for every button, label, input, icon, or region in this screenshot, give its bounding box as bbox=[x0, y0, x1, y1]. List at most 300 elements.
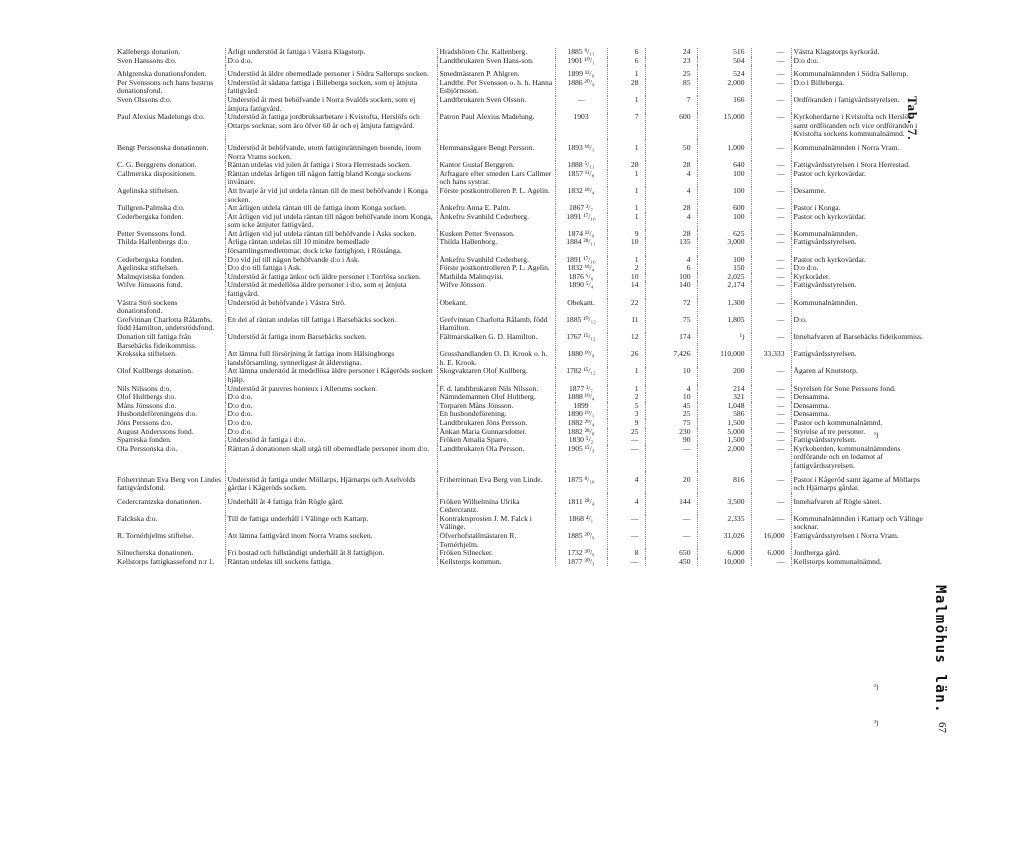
distributed-cell: 4 bbox=[645, 187, 697, 204]
date-cell: 1893 ¹⁸/₁ bbox=[555, 139, 607, 161]
capital-cell: 516 bbox=[697, 48, 751, 57]
other-capital-cell: — bbox=[751, 436, 791, 445]
fund-name-cell: Friherrinnan Eva Berg von Lindes fattigvårdsfond. bbox=[117, 474, 222, 493]
recipients-cell: 4 bbox=[607, 493, 645, 515]
other-capital-cell: 6,000 bbox=[751, 549, 791, 558]
distributed-cell: 6 bbox=[645, 264, 697, 273]
purpose-cell: Understöd åt medellösa äldre personer i d:o, som ej åtnjuta fattigvård. bbox=[225, 281, 437, 298]
other-capital-cell: — bbox=[751, 204, 791, 213]
table-row bbox=[115, 393, 927, 402]
table-row bbox=[115, 316, 927, 333]
administrator-cell: Innehafvaren af Barsebäcks fideikommiss. bbox=[791, 333, 927, 350]
other-capital-cell: — bbox=[751, 367, 791, 384]
distributed-cell: — bbox=[645, 445, 697, 471]
table-row bbox=[115, 139, 927, 161]
capital-cell: 504 bbox=[697, 57, 751, 66]
recipients-cell: 6 bbox=[607, 48, 645, 57]
administrator-cell: Pastor och kommunalnämnd. bbox=[791, 419, 927, 428]
capital-cell: 100 bbox=[697, 187, 751, 204]
donor-cell: F. d. landtbrukaren Nils Nilsson. bbox=[437, 385, 555, 394]
recipients-cell: — bbox=[607, 515, 645, 532]
purpose-cell: Räntan utdelas vid julen åt fattiga i Stora Herrestads socken. bbox=[225, 161, 437, 170]
recipients-cell: — bbox=[607, 532, 645, 549]
fund-name-cell: August Anderssons fond. bbox=[117, 427, 194, 436]
purpose-cell: Understöd åt pauvres honteux i Allerums socken. bbox=[225, 385, 437, 394]
administrator-cell: Kommunalnämnden i Kattarp och Välinge socknar. bbox=[791, 515, 927, 532]
date-cell: 1767 ¹⁵/₁₂ bbox=[555, 333, 607, 350]
other-capital-cell: — bbox=[751, 256, 791, 265]
purpose-cell: Att årligen utdela räntan till de fattiga inom Konga socken. bbox=[225, 204, 437, 213]
recipients-cell: 1 bbox=[607, 187, 645, 204]
fund-name-cell: Husbondeföreningens d:o. bbox=[117, 410, 198, 419]
capital-cell: 600 bbox=[697, 204, 751, 213]
date-cell: 1888 ¹⁹/₄ bbox=[555, 393, 607, 402]
donor-cell: Nämndemannen Olof Hultberg. bbox=[437, 393, 555, 402]
donor-cell: Fröken Wilhelmina Ulrika Cedercrantz. bbox=[437, 493, 555, 515]
recipients-cell: 1 bbox=[607, 170, 645, 187]
date-cell: 1867 ²/₇ bbox=[555, 204, 607, 213]
date-cell: 1877 ³/₇ bbox=[555, 385, 607, 394]
capital-cell: 100 bbox=[697, 170, 751, 187]
donor-cell: Grosshandlanden O. D. Krook o. h. h. E. Krook. bbox=[437, 350, 555, 367]
distributed-cell: 4 bbox=[645, 213, 697, 230]
other-capital-cell: — bbox=[751, 419, 791, 428]
capital-cell: 5,000 bbox=[697, 428, 751, 437]
purpose-cell: Understöd åt fattiga jordbruksarbetare i Kvistofta, Herslöfs och Ottarps socknar, som äro öfver 60 år och ej åtnjuta fattigvård. bbox=[225, 113, 437, 139]
administrator-cell: Pastor och kyrkovärdar. bbox=[791, 213, 927, 230]
fund-name-cell: Agelinska stiftelsen. bbox=[117, 264, 180, 273]
recipients-cell: 8 bbox=[607, 549, 645, 558]
date-cell: 1732 ³⁰/₉ bbox=[555, 549, 607, 558]
fund-name-cell: Paul Alexius Madelungs d:o. bbox=[117, 113, 205, 122]
capital-cell: 1,048 bbox=[697, 402, 751, 411]
table-row bbox=[115, 264, 927, 273]
purpose-cell: Att lämna fattigvård inom Norra Vrams socken. bbox=[225, 532, 437, 549]
administrator-cell: Kommunalnämnden i Södra Sallerup. bbox=[791, 65, 927, 79]
donor-cell: Änkan Maria Gunnarsdotter. bbox=[437, 428, 555, 437]
recipients-cell: 1 bbox=[607, 367, 645, 384]
administrator-cell: Kyrkoherdarne i Kvistofta och Herslöf samt ordföranden och vice ordföranden i Kvistofta sockens kommunalnämnd. bbox=[791, 113, 927, 139]
administrator-cell: D:o. bbox=[791, 316, 927, 333]
donor-cell: Friherrinnan Eva Berg von Linde. bbox=[437, 471, 555, 493]
fund-name-cell: Cederbergska fonden. bbox=[117, 212, 184, 221]
donor-cell: Arftagare efter smeden Lars Callmer och hans systrar. bbox=[437, 170, 555, 187]
date-cell: 1899 bbox=[555, 402, 607, 411]
administrator-cell: Pastor i Kågeröd samt ägarne af Möllarps och Hjärnarps gårdar. bbox=[791, 471, 927, 493]
other-capital-cell: — bbox=[751, 187, 791, 204]
distributed-cell: 100 bbox=[645, 273, 697, 282]
date-cell: 1882 ²⁹/₄ bbox=[555, 419, 607, 428]
date-cell: 1905 ¹⁵/₃ bbox=[555, 445, 607, 471]
recipients-cell: 1 bbox=[607, 213, 645, 230]
donor-cell: Thilda Hallenborg. bbox=[437, 238, 555, 255]
recipients-cell: 1 bbox=[607, 65, 645, 79]
fund-name-cell: Falckska d:o. bbox=[117, 514, 158, 523]
capital-cell: 15,000 bbox=[697, 113, 751, 139]
date-cell: 1899 ¹²/₆ bbox=[555, 65, 607, 79]
recipients-cell: 11 bbox=[607, 316, 645, 333]
distributed-cell: 10 bbox=[645, 393, 697, 402]
administrator-cell: Kyrkoherden, kommunalnämndens ordförande och en ledamot af fattigvårdsstyrelsen. bbox=[791, 445, 927, 471]
donor-cell: Wifve Jönsson. bbox=[437, 281, 555, 298]
purpose-cell: Understöd åt mest behöfvande i Norra Svalöfs socken, som ej åtnjuta fattigvård. bbox=[225, 96, 437, 113]
fund-name-cell: Kroksska stiftelsen. bbox=[117, 350, 177, 359]
other-capital-cell: — bbox=[751, 113, 791, 139]
table-row bbox=[115, 299, 927, 316]
recipients-cell: — bbox=[607, 445, 645, 471]
table-row bbox=[115, 549, 927, 558]
purpose-cell: Räntan å donationen skall utgå till obemedlade personer inom d:o. bbox=[225, 445, 437, 471]
donor-cell: Patron Paul Alexius Madelung. bbox=[437, 113, 555, 139]
table-number-label: Tab. 7. bbox=[905, 96, 920, 141]
date-cell: 1903 bbox=[555, 113, 607, 139]
fund-name-cell: Donation till fattiga från Barsebäcks fideikommiss. bbox=[117, 333, 197, 350]
date-cell: 1874 ¹²/₉ bbox=[555, 230, 607, 239]
other-capital-cell: — bbox=[751, 299, 791, 316]
donor-cell: Landtbrukaren Sven Olsson. bbox=[437, 96, 555, 113]
table-body bbox=[115, 48, 927, 566]
fund-name-cell: Kallebergs donation. bbox=[117, 48, 181, 56]
purpose-cell: Underhåll åt 4 fattiga från Rögle gård. bbox=[225, 493, 437, 515]
other-capital-cell: — bbox=[751, 402, 791, 411]
recipients-cell: 9 bbox=[607, 230, 645, 239]
donor-cell: Mathilda Malmqvist. bbox=[437, 273, 555, 282]
capital-cell: 3,000 bbox=[697, 238, 751, 255]
donor-cell: Hradshören Chr. Kallenberg. bbox=[437, 48, 555, 57]
donor-cell: Landtbr. Per Svensson o. h. h. Hanna Esbjörnsson. bbox=[437, 79, 555, 96]
table-row bbox=[115, 57, 927, 66]
donor-cell: Smedmästaren P. Ahlgren. bbox=[437, 65, 555, 79]
recipients-cell: 26 bbox=[607, 350, 645, 367]
table-row bbox=[115, 281, 927, 298]
table-row bbox=[115, 170, 927, 187]
distributed-cell: 230 bbox=[645, 428, 697, 437]
table-row bbox=[115, 79, 927, 96]
capital-cell: 816 bbox=[697, 471, 751, 493]
table-row bbox=[115, 410, 927, 419]
recipients-cell: 28 bbox=[607, 161, 645, 170]
recipients-cell: 5 bbox=[607, 402, 645, 411]
distributed-cell: 28 bbox=[645, 230, 697, 239]
fund-name-cell: Ahlgrenska donationsfonden. bbox=[117, 69, 207, 79]
recipients-cell: 1 bbox=[607, 256, 645, 265]
administrator-cell: Jordbergа gård. bbox=[791, 549, 927, 558]
table-row bbox=[115, 515, 927, 532]
purpose-cell: Att årligen vid jul utdela räntan till någon behöfvande inom Konga, som icke åtnjuter fattigvård. bbox=[225, 213, 437, 230]
purpose-cell: D:o d:o. bbox=[225, 57, 437, 66]
recipients-cell: 2 bbox=[607, 264, 645, 273]
purpose-cell: Fri bostad och fullständigt underhåll åt 8 fattighjon. bbox=[225, 549, 437, 558]
fund-name-cell: Thilda Hallenborgs d:o. bbox=[117, 238, 190, 247]
recipients-cell: 2 bbox=[607, 393, 645, 402]
capital-cell: 1,000 bbox=[697, 139, 751, 161]
other-capital-cell: — bbox=[751, 273, 791, 282]
purpose-cell: D:o d:o till fattiga i Ask. bbox=[225, 264, 437, 273]
recipients-cell: 9 bbox=[607, 419, 645, 428]
fund-name-cell: Jöns Perssons d:o. bbox=[117, 418, 173, 427]
date-cell: 1891 ¹⁷/₁₀ bbox=[555, 213, 607, 230]
purpose-cell: Att lämna full försörjning åt fattiga inom Hälsingborgs landsförsamling, synnerligast åt ålderstigna. bbox=[225, 350, 437, 367]
purpose-cell: Understöd åt fattiga änkor och äldre personer i Torrlösa socken. bbox=[225, 273, 437, 282]
fund-name-cell: Kellstorps fattigkassefond n:r 1. bbox=[117, 557, 215, 566]
table-row bbox=[115, 558, 927, 567]
distributed-cell: 4 bbox=[645, 170, 697, 187]
recipients-cell: 12 bbox=[607, 333, 645, 350]
capital-cell: 586 bbox=[697, 410, 751, 419]
distributed-cell: 7 bbox=[645, 96, 697, 113]
distributed-cell: 4 bbox=[645, 385, 697, 394]
administrator-cell: Kommunalnämnden. bbox=[791, 230, 927, 239]
purpose-cell: Att årligen vid jul utdela räntan till behöfvande i Asks socken. bbox=[225, 230, 437, 239]
other-capital-cell: 33,333 bbox=[751, 350, 791, 367]
date-cell: 1868 ⁴/₁ bbox=[555, 515, 607, 532]
table-row bbox=[115, 213, 927, 230]
date-cell: 1885 ¹⁰/₁₂ bbox=[555, 316, 607, 333]
other-capital-cell: — bbox=[751, 393, 791, 402]
donor-cell: Änkefru Anna E. Palm. bbox=[437, 204, 555, 213]
table-row bbox=[115, 367, 927, 384]
distributed-cell: 140 bbox=[645, 281, 697, 298]
other-capital-cell: — bbox=[751, 238, 791, 255]
donor-cell: Förste postkontrolleren P. L. Agelin. bbox=[437, 187, 555, 204]
administrator-cell: Fattigvårdsstyrelsen. bbox=[791, 281, 927, 298]
date-cell: Obekant. bbox=[555, 299, 607, 316]
distributed-cell: 10 bbox=[645, 367, 697, 384]
recipients-cell: 10 bbox=[607, 238, 645, 255]
purpose-cell: D:o d:o. bbox=[225, 393, 437, 402]
other-capital-cell: — bbox=[751, 57, 791, 66]
donor-cell: Kellstorps kommun. bbox=[437, 558, 555, 567]
county-label: Malmöhus län. bbox=[932, 585, 948, 715]
table-row bbox=[115, 419, 927, 428]
distributed-cell: 144 bbox=[645, 493, 697, 515]
donor-cell: Förste postkontrolleren P. L. Agelin. bbox=[437, 264, 555, 273]
fund-name-cell: Måns Jönssons d:o. bbox=[117, 401, 177, 410]
fund-name-cell: Silnecherska donationen. bbox=[117, 549, 194, 558]
date-cell: 1886 ²⁰/₉ bbox=[555, 79, 607, 96]
donor-cell: Fältmarskalken G. D. Hamilton. bbox=[437, 333, 555, 350]
table-row bbox=[115, 385, 927, 394]
table-row bbox=[115, 65, 927, 79]
capital-cell: 6,000 bbox=[697, 549, 751, 558]
date-cell: 1901 ¹⁰/₁ bbox=[555, 57, 607, 66]
fund-name-cell: Cedercrantzska donationen. bbox=[117, 496, 202, 506]
fund-name-cell: Nils Nilssons d:o. bbox=[117, 384, 172, 393]
date-cell: 1891 ¹⁷/₁₀ bbox=[555, 256, 607, 265]
date-cell: 1885 ⁹/₁₁ bbox=[555, 48, 607, 57]
administrator-cell: Styrelsen för Sone Perssons fond. bbox=[791, 385, 927, 394]
distributed-cell: 28 bbox=[645, 161, 697, 170]
other-capital-cell: — bbox=[751, 428, 791, 437]
recipients-cell: — bbox=[607, 436, 645, 445]
administrator-cell: Fattigvårdsstyrelsen. bbox=[791, 436, 927, 445]
recipients-cell: 1 bbox=[607, 204, 645, 213]
recipients-cell: 7 bbox=[607, 113, 645, 139]
table-row bbox=[115, 238, 927, 255]
date-cell: 1890 ¹⁹/₁ bbox=[555, 410, 607, 419]
purpose-cell: Räntan utdelas årligen till någon fattig bland Konga sockens invånare. bbox=[225, 170, 437, 187]
capital-cell: ¹) bbox=[697, 333, 751, 350]
capital-cell: 1,300 bbox=[697, 299, 751, 316]
fund-name-cell: Tullgren-Palmska d:o. bbox=[117, 204, 185, 213]
page-number: 67 bbox=[936, 722, 948, 733]
distributed-cell: 75 bbox=[645, 419, 697, 428]
purpose-cell: Understöd åt äldre obemedlade personer i Södra Sallerups socken. bbox=[225, 65, 437, 79]
capital-cell: 524 bbox=[697, 65, 751, 79]
donor-cell: En husbondeförening. bbox=[437, 410, 555, 419]
other-capital-cell: — bbox=[751, 213, 791, 230]
other-capital-cell: — bbox=[751, 139, 791, 161]
donor-cell: Landtbrukaren Jöns Persson. bbox=[437, 419, 555, 428]
recipients-cell: — bbox=[607, 558, 645, 567]
recipients-cell: 3 bbox=[607, 410, 645, 419]
fund-name-cell: C. G. Berggrens donation. bbox=[117, 161, 197, 170]
table-row bbox=[115, 532, 927, 549]
table-row bbox=[115, 436, 927, 445]
purpose-cell: Understöd åt behöfvande, utom fattiginrättningen boende, inom Norra Vrams socken. bbox=[225, 139, 437, 161]
capital-cell: 166 bbox=[697, 96, 751, 113]
date-cell: 1888 ⁵/₁₁ bbox=[555, 161, 607, 170]
distributed-cell: 174 bbox=[645, 333, 697, 350]
donor-cell: Grefvinnan Charlotta Rålamb, född Hamilton. bbox=[437, 316, 555, 333]
date-cell: 1832 ¹⁸/₄ bbox=[555, 264, 607, 273]
capital-cell: 200 bbox=[697, 367, 751, 384]
distributed-cell: 650 bbox=[645, 549, 697, 558]
administrator-cell: Pastor och kyrkovärdar. bbox=[791, 256, 927, 265]
fund-name-cell: Agelinska stiftelsen. bbox=[117, 186, 180, 195]
distributed-cell: — bbox=[645, 515, 697, 532]
table-row bbox=[115, 230, 927, 239]
donor-cell: Änkefru Svanhild Cederberg. bbox=[437, 256, 555, 265]
administrator-cell: Desamme. bbox=[791, 187, 927, 204]
administrator-cell: Styrelse af tre personer. bbox=[791, 428, 927, 437]
administrator-cell: Västra Klagstorps kyrkoråd. bbox=[791, 48, 927, 57]
other-capital-cell: — bbox=[751, 230, 791, 239]
date-cell: 1882 ²⁸/₈ bbox=[555, 428, 607, 437]
capital-cell: 214 bbox=[697, 385, 751, 394]
fund-name-cell: Sven Olssons d:o. bbox=[117, 95, 172, 104]
other-capital-cell: — bbox=[751, 170, 791, 187]
donor-cell: Landtbrukaren Sven Hans-son. bbox=[437, 57, 555, 66]
date-cell: 1857 ¹¹/₈ bbox=[555, 170, 607, 187]
purpose-cell: Årliga räntan utdelas till 10 mindre bemedlade församlingsmedlemmar, dock icke fattighjon, i Röstånga. bbox=[225, 238, 437, 255]
footnote-mark: ¹) bbox=[874, 431, 879, 439]
donor-cell: Skogvaktaren Olof Kullberg. bbox=[437, 367, 555, 384]
capital-cell: 3,500 bbox=[697, 493, 751, 515]
fund-name-cell: Wifve Jönssons fond. bbox=[117, 281, 183, 290]
administrator-cell: Fattigvårdsstyrelsen i Stora Herrestad. bbox=[791, 161, 927, 170]
purpose-cell: D:o d:o. bbox=[225, 410, 437, 419]
fund-name-cell: Bengt Perssonska donationen. bbox=[117, 142, 209, 152]
capital-cell: 100 bbox=[697, 213, 751, 230]
capital-cell: 2,000 bbox=[697, 445, 751, 471]
fund-name-cell: Callmerska dispositionen. bbox=[117, 169, 196, 178]
donor-cell: Kontraktsprosten J. M. Falck i Välinge. bbox=[437, 515, 555, 532]
purpose-cell: Räntan utdelas till sockens fattiga. bbox=[225, 558, 437, 567]
table-row bbox=[115, 471, 927, 493]
capital-cell: 1,805 bbox=[697, 316, 751, 333]
recipients-cell: 25 bbox=[607, 428, 645, 437]
other-capital-cell: — bbox=[751, 410, 791, 419]
distributed-cell: 4 bbox=[645, 256, 697, 265]
capital-cell: 2,025 bbox=[697, 273, 751, 282]
recipients-cell: 1 bbox=[607, 96, 645, 113]
capital-cell: 110,000 bbox=[697, 350, 751, 367]
table-row bbox=[115, 333, 927, 350]
fund-name-cell: R. Tornérhjelms stiftelse. bbox=[117, 532, 194, 541]
other-capital-cell: — bbox=[751, 96, 791, 113]
distributed-cell: 450 bbox=[645, 558, 697, 567]
capital-cell: 2,174 bbox=[697, 281, 751, 298]
recipients-cell: 10 bbox=[607, 273, 645, 282]
purpose-cell: Till de fattiga underhåll i Välinge och Kattarp. bbox=[225, 515, 437, 532]
recipients-cell: 4 bbox=[607, 471, 645, 493]
donations-table bbox=[115, 48, 927, 566]
other-capital-cell: — bbox=[751, 264, 791, 273]
table-row bbox=[115, 96, 927, 113]
fund-name-cell: Olof Hultbergs d:o. bbox=[117, 393, 177, 402]
administrator-cell: D:o d:o. bbox=[791, 57, 927, 66]
donor-cell: Fröken Amalia Sparre. bbox=[437, 436, 555, 445]
date-cell: 1876 ⁶/₆ bbox=[555, 273, 607, 282]
capital-cell: 1,500 bbox=[697, 436, 751, 445]
table-row bbox=[115, 187, 927, 204]
other-capital-cell: — bbox=[751, 333, 791, 350]
date-cell: 1811 ²⁸/₄ bbox=[555, 493, 607, 515]
fund-name-cell: Sven Hanssons d:o. bbox=[117, 56, 177, 65]
purpose-cell: Understöd åt fattiga i d:o. bbox=[225, 436, 437, 445]
table-row bbox=[115, 445, 927, 471]
administrator-cell: Fattigvårdsstyrelsen i Norra Vram. bbox=[791, 532, 927, 549]
distributed-cell: 24 bbox=[645, 48, 697, 57]
capital-cell: 150 bbox=[697, 264, 751, 273]
administrator-cell: Densamma. bbox=[791, 402, 927, 411]
table-row bbox=[115, 428, 927, 437]
fund-name-cell: Ola Perssonska d:o. bbox=[117, 444, 178, 453]
table-row bbox=[115, 256, 927, 265]
capital-cell: 640 bbox=[697, 161, 751, 170]
purpose-cell: Understöd åt fattiga under Möllarps, Hjärnarps och Axelvolds gårdar i Kågeröds socken. bbox=[225, 471, 437, 493]
donor-cell: Fröken Silnecker. bbox=[437, 549, 555, 558]
capital-cell: 10,000 bbox=[697, 558, 751, 567]
administrator-cell: Kellstorps kommunalnämnd. bbox=[791, 558, 927, 567]
date-cell: 1885 ³⁰/₉ bbox=[555, 532, 607, 549]
distributed-cell: 25 bbox=[645, 410, 697, 419]
other-capital-cell: 16,000 bbox=[751, 532, 791, 549]
other-capital-cell: — bbox=[751, 558, 791, 567]
other-capital-cell: — bbox=[751, 65, 791, 79]
other-capital-cell: — bbox=[751, 515, 791, 532]
fund-name-cell: Cederbergska fonden. bbox=[117, 255, 184, 264]
fund-name-cell: Per Svenssons och hans hustrus donationsfond. bbox=[117, 78, 214, 96]
distributed-cell: 135 bbox=[645, 238, 697, 255]
table-row bbox=[115, 113, 927, 139]
distributed-cell: 23 bbox=[645, 57, 697, 66]
donor-cell: Torparen Måns Jönsson. bbox=[437, 402, 555, 411]
fund-name-cell: Petter Svenssons fond. bbox=[117, 229, 186, 238]
other-capital-cell: — bbox=[751, 385, 791, 394]
date-cell: 1877 ³⁰/₃ bbox=[555, 558, 607, 567]
recipients-cell: 6 bbox=[607, 57, 645, 66]
administrator-cell: Kommunalnämnden i Norra Vram. bbox=[791, 139, 927, 161]
fund-name-cell: Malmqvistska fonden. bbox=[117, 272, 185, 281]
footnote-mark: ²) bbox=[874, 683, 879, 691]
other-capital-cell: — bbox=[751, 316, 791, 333]
administrator-cell: Ordföranden i fattigvårdsstyrelsen. bbox=[791, 96, 927, 113]
distributed-cell: 45 bbox=[645, 402, 697, 411]
date-cell: 1884 ²⁸/₁₁ bbox=[555, 238, 607, 255]
distributed-cell: 28 bbox=[645, 204, 697, 213]
